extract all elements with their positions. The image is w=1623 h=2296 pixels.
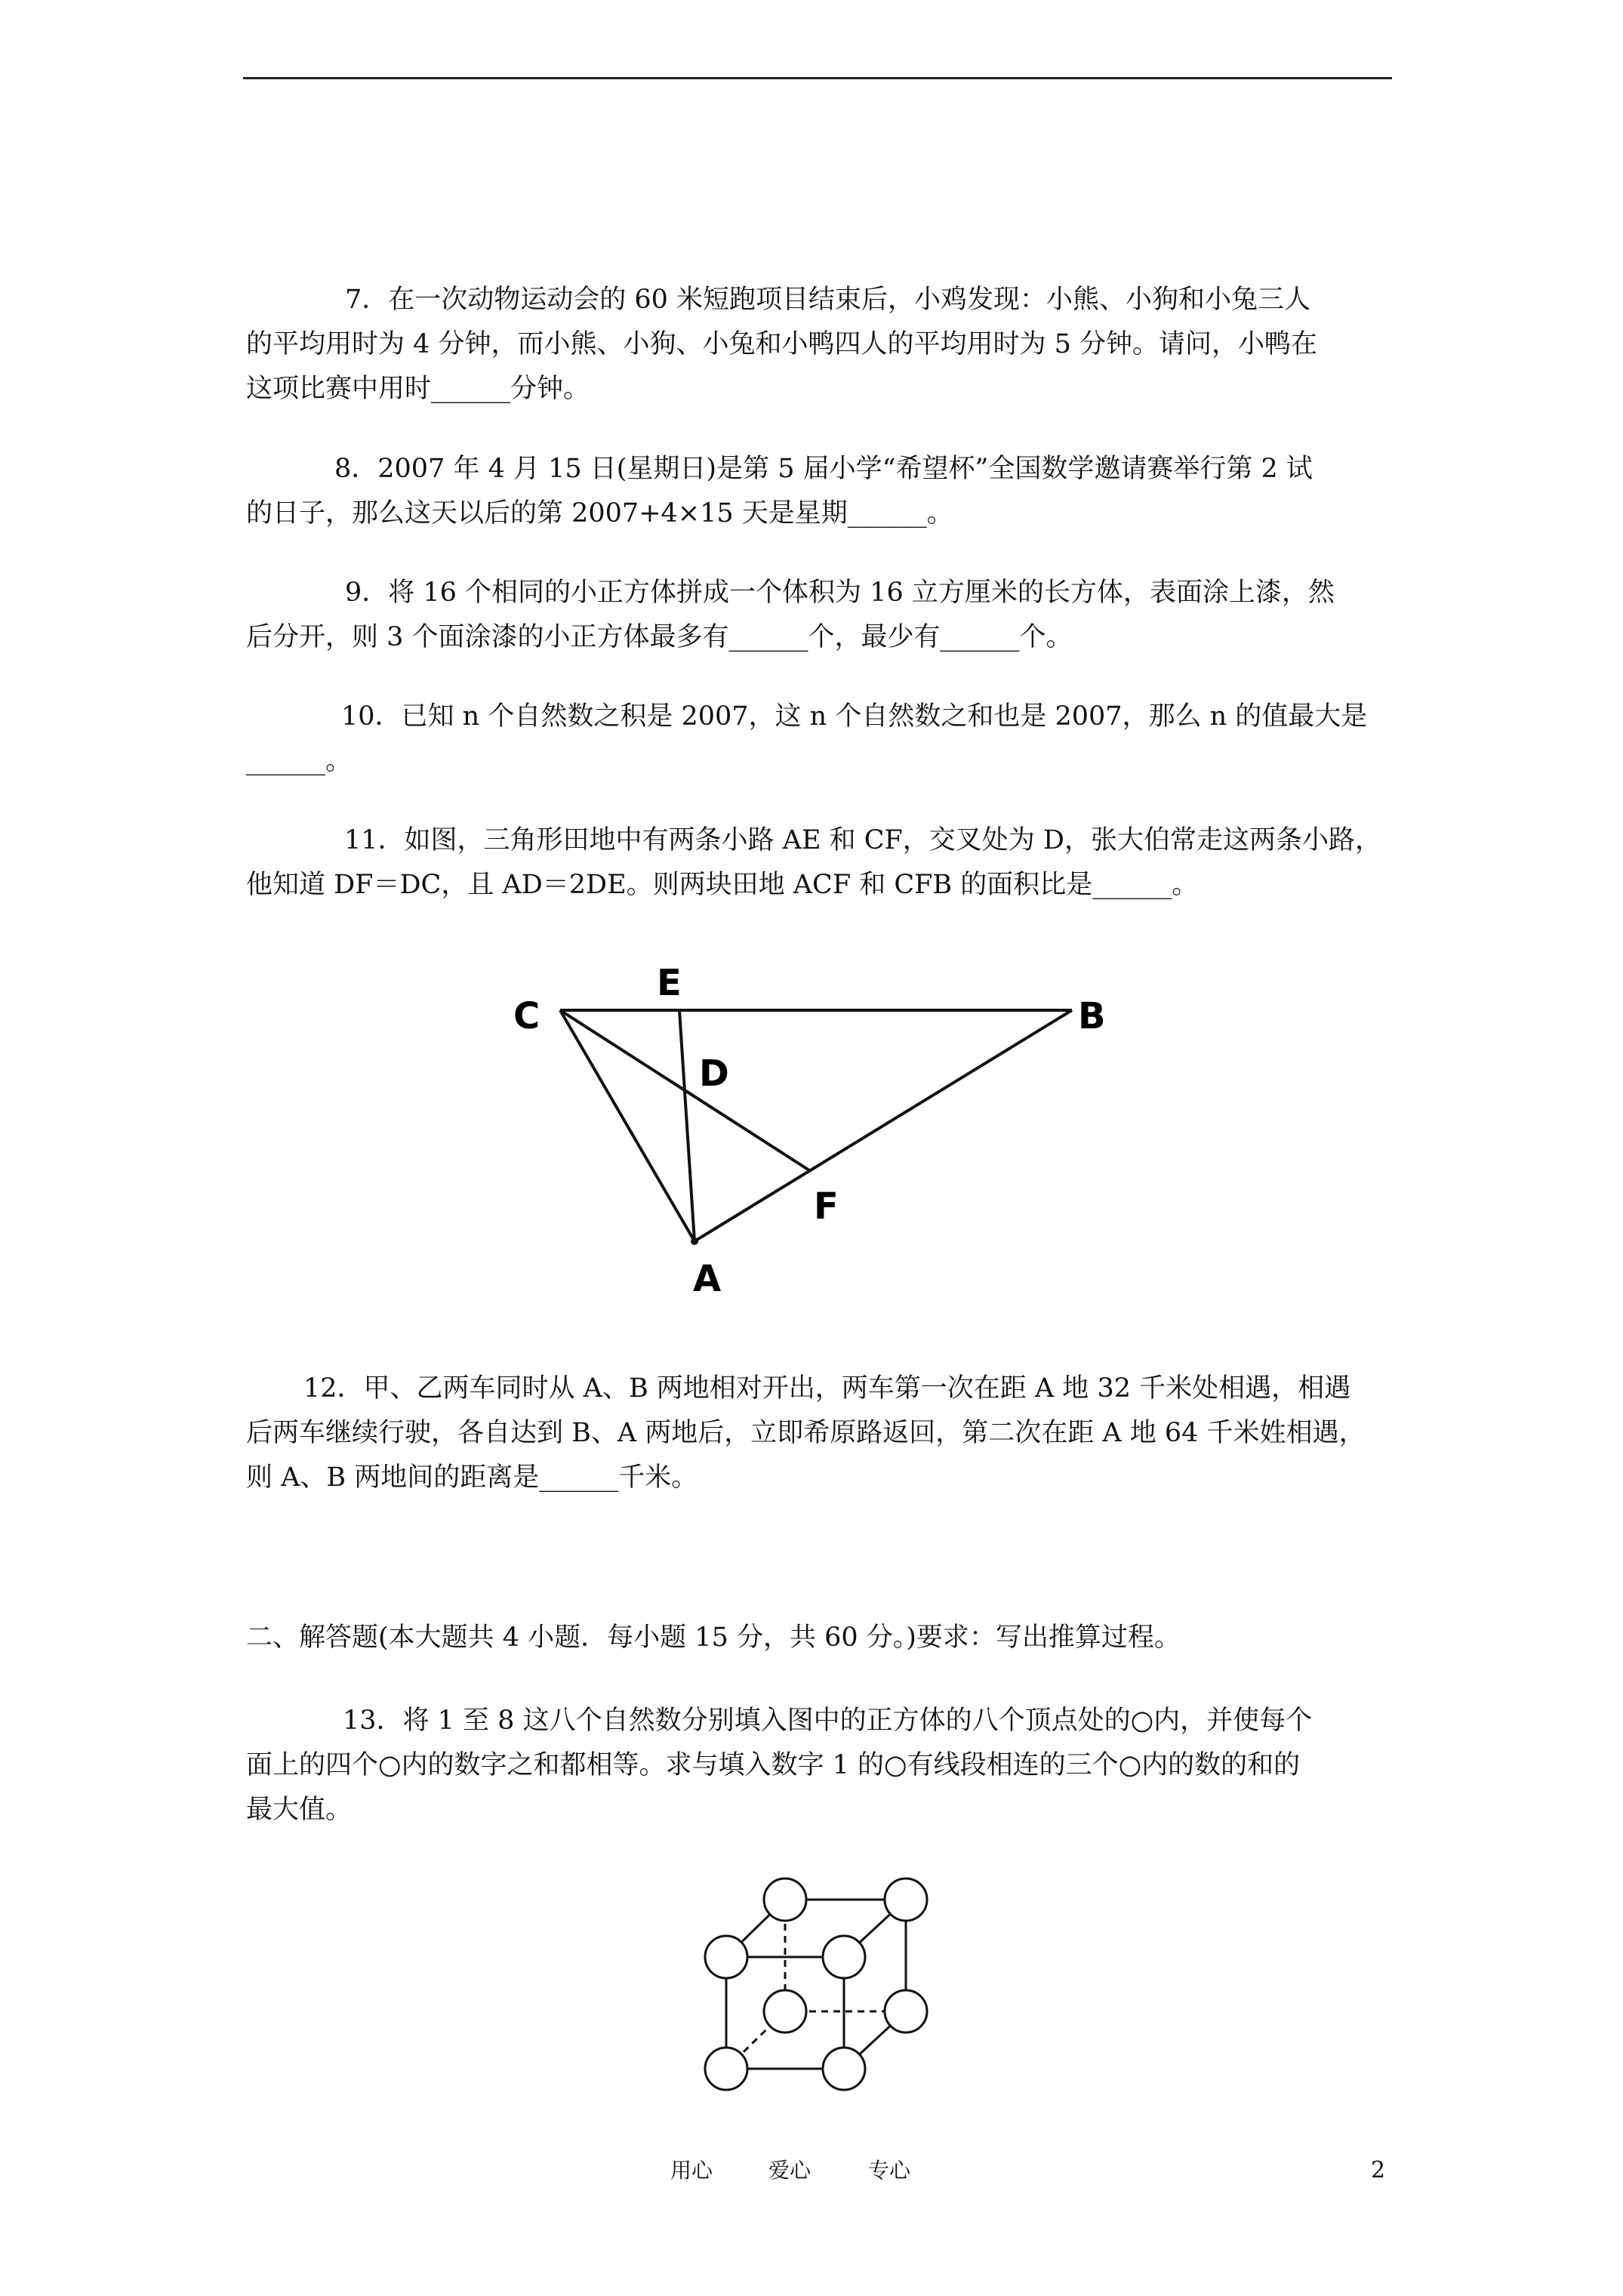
page-number: 2: [1371, 2157, 1386, 2184]
question-13-line-1: 13．将 1 至 8 这八个自然数分别填入图中的正方体的八个顶点处的○内，并使每个: [343, 1706, 1313, 1736]
vertex-circle: [823, 1936, 865, 1978]
segment-AB: [694, 1010, 1072, 1241]
footer-item-2: 爱心: [768, 2158, 812, 2183]
question-8-line-1: 8．2007 年 4 月 15 日(星期日)是第 5 届小学“希望杯”全国数学邀请赛举行第 2 试: [334, 454, 1313, 484]
segment-CA: [560, 1010, 694, 1241]
question-12: [246, 1367, 1390, 1500]
footer-item-3: 专心: [868, 2158, 911, 2183]
footer-item-1: 用心: [670, 2158, 713, 2183]
label-E: E: [657, 962, 682, 1004]
question-9-line-1: 9．将 16 个相同的小正方体拼成一个体积为 16 立方厘米的长方体，表面涂上漆，然: [345, 578, 1335, 608]
triangle-diagram: [507, 953, 1126, 1315]
label-C: C: [513, 995, 540, 1037]
section-2-heading: 二、解答题(本大题共 4 小题．每小题 15 分，共 60 分。)要求：写出推算过程。: [246, 1623, 1181, 1653]
label-F: F: [814, 1185, 839, 1228]
cube-figure: [694, 1877, 944, 2111]
question-12-line-1: 12．甲、乙两车同时从 A、B 两地相对开出，两车第一次在距 A 地 32 千米处相遇，相遇: [303, 1373, 1351, 1404]
question-11-line-2: 他知道 DF＝DC，且 AD＝2DE。则两块田地 ACF 和 CFB 的面积比是______。: [246, 870, 1199, 900]
vertex-circle: [764, 1878, 806, 1921]
label-D: D: [699, 1052, 729, 1095]
cube-diagram: [694, 1877, 944, 2111]
vertex-circle: [885, 1990, 927, 2032]
point-A: [691, 1237, 698, 1245]
question-11-line-1: 11．如图，三角形田地中有两条小路 AE 和 CF，交叉处为 D，张大伯常走这两条小路，: [344, 825, 1381, 855]
question-13-line-2: 面上的四个○内的数字之和都相等。求与填入数字 1 的○有线段相连的三个○内的数的和的: [246, 1750, 1301, 1780]
question-7-line-1: 7．在一次动物运动会的 60 米短跑项目结束后，小鸡发现：小熊、小狗和小兔三人: [345, 285, 1311, 315]
vertex-circle: [764, 1990, 806, 2032]
vertex-circle: [705, 1936, 747, 1978]
header-rule: [243, 77, 1392, 79]
question-8: [246, 447, 1390, 536]
question-10-line-1: 10．已知 n 个自然数之积是 2007，这 n 个自然数之和也是 2007，那么 n 的值最大是: [341, 701, 1368, 732]
question-12-line-2: 后两车继续行驶，各自达到 B、A 两地后，立即希原路返回，第二次在距 A 地 64 千米姓相遇，: [246, 1418, 1366, 1448]
question-8-line-2: 的日子，那么这天以后的第 2007+4×15 天是星期______。: [246, 498, 953, 529]
segment-EA: [679, 1010, 694, 1241]
question-9-line-2: 后分开，则 3 个面涂漆的小正方体最多有______个，最少有______个。: [246, 622, 1073, 652]
question-13-line-3: 最大值。: [246, 1795, 353, 1825]
question-13: [246, 1699, 1390, 1832]
question-7: [246, 278, 1390, 411]
question-10-line-2: ______。: [246, 746, 353, 776]
triangle-figure: [507, 953, 1126, 1315]
question-10: [246, 695, 1390, 784]
vertex-circle: [705, 2048, 747, 2090]
vertex-circle: [823, 2048, 865, 2090]
label-A: A: [693, 1258, 722, 1300]
question-9: [246, 571, 1390, 660]
question-11: [246, 818, 1390, 908]
vertex-circle: [885, 1878, 927, 1921]
question-7-line-3: 这项比赛中用时______分钟。: [246, 374, 590, 404]
segment-CF: [560, 1010, 809, 1170]
question-12-line-3: 则 A、B 两地间的距离是______千米。: [246, 1462, 698, 1493]
label-B: B: [1078, 995, 1106, 1037]
question-7-line-2: 的平均用时为 4 分钟，而小熊、小狗、小兔和小鸭四人的平均用时为 5 分钟。请问，小鸭在: [246, 329, 1318, 359]
